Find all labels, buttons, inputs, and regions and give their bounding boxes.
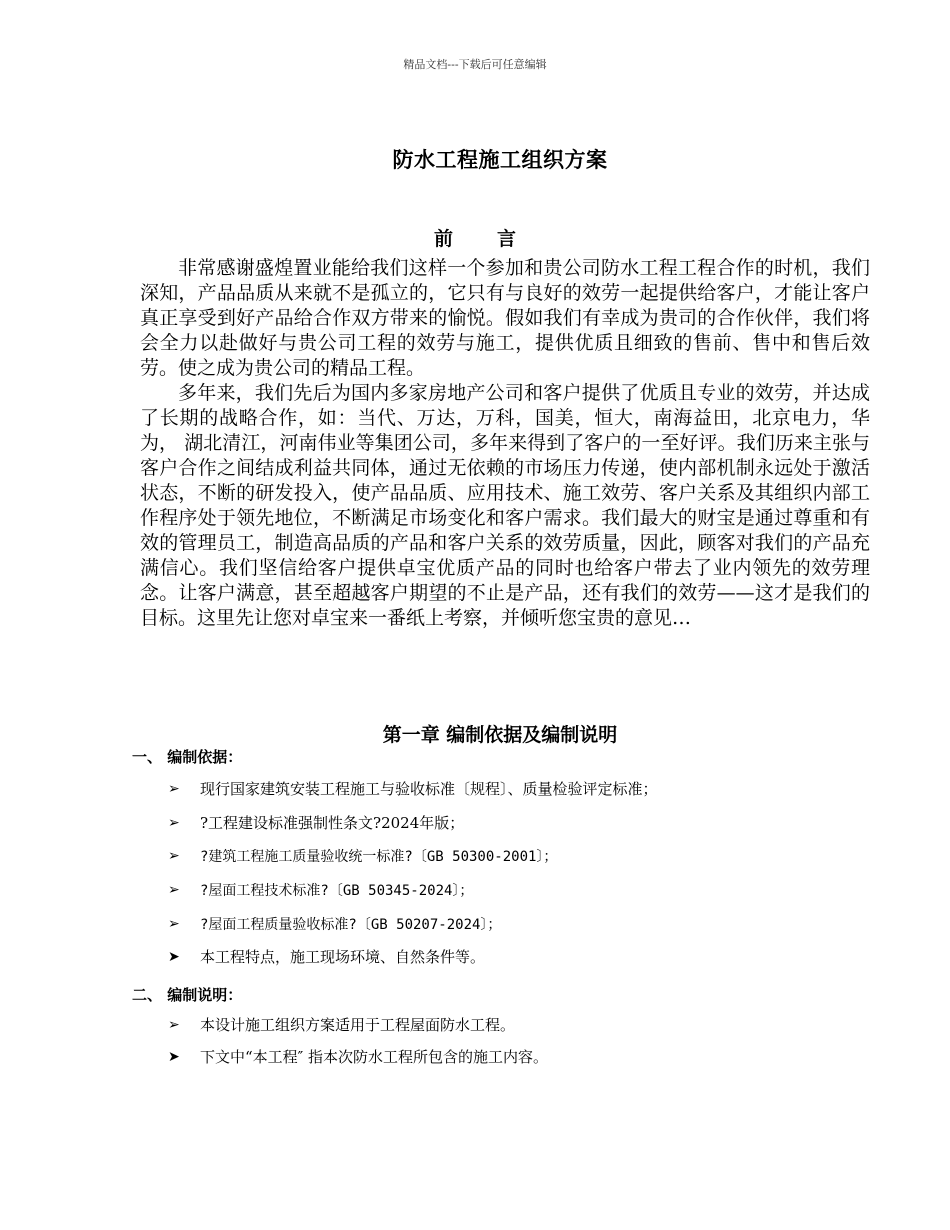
section-heading-notes: 二、 编制说明： <box>132 986 243 1004</box>
document-title: 防水工程施工组织方案 <box>392 147 608 172</box>
list-item <box>168 778 658 799</box>
list-item-text: 下文中“本工程″ 指本次防水工程所包含的施工内容。 <box>200 1048 549 1066</box>
arrow-bullet-icon: ➤ <box>168 1048 180 1065</box>
arrow-bullet-icon: ➢ <box>168 814 180 831</box>
list-item-text: 本设计施工组织方案适用于工程屋面防水工程。 <box>200 1016 516 1034</box>
list-item <box>168 946 485 967</box>
chapter-title: 第一章 编制依据及编制说明 <box>382 724 618 746</box>
section-heading-basis: 一、 编制依据： <box>132 748 243 766</box>
arrow-bullet-icon: ➢ <box>168 780 180 797</box>
arrow-bullet-icon: ➢ <box>168 916 180 932</box>
list-item-text: ?工程建设标准强制性条文?2024年版； <box>200 814 465 832</box>
preface-paragraph-1: 非常感谢盛煌置业能给我们这样一个参加和贵公司防水工程工程合作的时机，我们深知，产品品质从来就不是孤立的，它只有与良好的效劳一起提供给客户，才能让客户真正享受到好产品给合作双方带来的愉悦。假如我们有幸成为贵司的合作伙伴，我们将会全力以赴做好与贵公司工程的效劳与施工，提供优质且细致的售前、售中和售后效劳。使之成为贵公司的精品工程。 <box>140 257 870 379</box>
list-item-text: ?建筑工程施工质量验收统一标准?〔GB 50300-2001〕； <box>200 849 558 865</box>
list-item <box>168 846 557 866</box>
arrow-bullet-icon: ➢ <box>168 1016 180 1033</box>
preface-heading-right: 言 <box>497 228 517 250</box>
list-item <box>168 1014 515 1035</box>
arrow-bullet-icon: ➤ <box>168 948 180 965</box>
arrow-bullet-icon: ➢ <box>168 882 180 898</box>
list-item <box>168 914 501 934</box>
list-item <box>168 812 464 833</box>
list-item-text: 本工程特点，施工现场环境、自然条件等。 <box>200 948 486 966</box>
page-header: 精品文档---下载后可任意编辑 <box>403 58 547 71</box>
preface-paragraph-2: 多年来，我们先后为国内多家房地产公司和客户提供了优质且专业的效劳，并达成了长期的战略合作，如：当代、万达，万科，国美，恒大，南海益田，北京电力，华为， 湖北清江，河南伟业等集团公司，多年来得到了客户的一至好评。我们历来主张与客户合作之间结成利益共同体，通过无依赖的市场压力传递，使内部机制永远处于激活状态，不断的研发投入，使产品品质、应用技术、施工效劳、客户关系及其组织内部工作程序处于领先地位，不断满足市场变化和客户需求。我们最大的财宝是通过尊重和有效的管理员工，制造高品质的产品和客户关系的效劳质量，因此，顾客对我们的产品充满信心。我们坚信给客户提供卓宝优质产品的同时也给客户带去了业内领先的效劳理念。让客户满意，甚至超越客户期望的不止是产品，还有我们的效劳——这才是我们的目标。这里先让您对卓宝来一番纸上考察，并倾听您宝贵的意见… <box>140 382 870 629</box>
arrow-bullet-icon: ➢ <box>168 848 180 864</box>
list-item <box>168 880 473 900</box>
list-item <box>168 1046 548 1067</box>
list-item-text: ?屋面工程质量验收标准?〔GB 50207-2024〕； <box>200 917 502 933</box>
preface-heading <box>0 224 950 251</box>
list-item-text: ?屋面工程技术标准?〔GB 50345-2024〕； <box>200 883 474 899</box>
preface-body <box>140 256 870 631</box>
list-item-text: 现行国家建筑安装工程施工与验收标准〔规程〕、质量检验评定标准； <box>200 780 658 798</box>
preface-heading-left: 前 <box>433 228 453 250</box>
